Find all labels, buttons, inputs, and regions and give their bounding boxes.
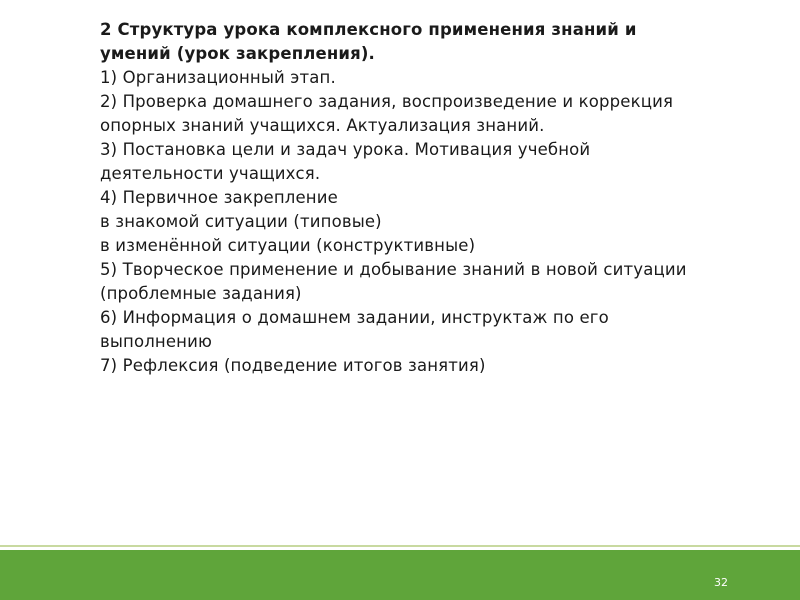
list-item: в знакомой ситуации (типовые) — [100, 212, 382, 231]
list-item: 1) Организационный этап. — [100, 68, 336, 87]
list-item: 5) Творческое применение и добывание знаний в новой ситуации (проблемные задания) — [100, 260, 687, 303]
list-item: 2) Проверка домашнего задания, воспроизведение и коррекция опорных знаний учащихся. Актуализация знаний. — [100, 92, 674, 135]
list-item: 7) Рефлексия (подведение итогов занятия) — [100, 356, 486, 375]
footer-bar — [0, 550, 800, 600]
page-number: 32 — [714, 576, 728, 589]
list-item: 3) Постановка цели и задач урока. Мотивация учебной деятельности учащихся. — [100, 140, 591, 183]
list-item: 6) Информация о домашнем задании, инструктаж по его выполнению — [100, 308, 609, 351]
slide-content — [100, 18, 700, 378]
list-item: 4) Первичное закрепление — [100, 188, 338, 207]
list-item: в изменённой ситуации (конструктивные) — [100, 236, 476, 255]
slide-title: 2 Структура урока комплексного применения знаний и умений (урок закрепления). — [100, 20, 637, 63]
